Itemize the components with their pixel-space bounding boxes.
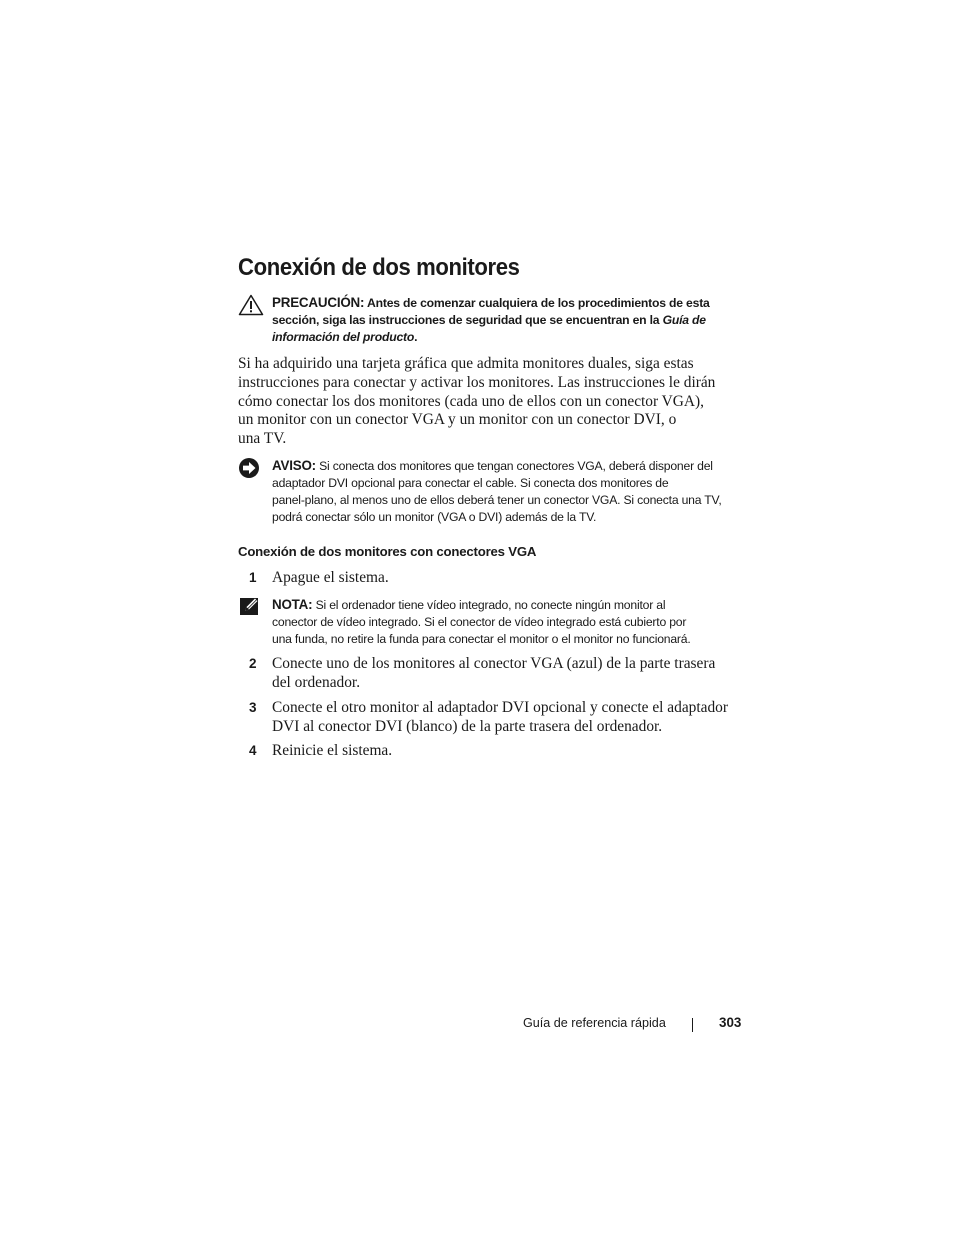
note-text: Si el ordenador tiene vídeo integrado, no conecte ningún monitor al	[312, 598, 666, 612]
note-box	[238, 596, 743, 648]
intro-line: cómo conectar los dos monitores (cada uno de ellos con un conector VGA),	[238, 392, 705, 410]
step-item	[238, 699, 743, 737]
notice-text: Si conecta dos monitores que tengan conectores VGA, deberá disponer del	[315, 459, 713, 473]
intro-line: un monitor con un conector VGA y un monitor con un conector DVI, o	[238, 411, 677, 429]
intro-line: una TV.	[238, 430, 287, 448]
step-text: Conecte el otro monitor al adaptador DVI opcional y conecte el adaptador	[272, 699, 728, 716]
step-number: 4	[249, 743, 257, 758]
intro-line: Si ha adquirido una tarjeta gráfica que admita monitores duales, siga estas	[238, 355, 694, 372]
note-text: conector de vídeo integrado. Si el conector de vídeo integrado está cubierto por	[272, 615, 687, 629]
notice-text: panel-plano, al menos uno de ellos deberá tener un conector VGA. Si conecta una TV,	[272, 493, 722, 507]
note-label: NOTA:	[272, 597, 313, 612]
step-text: Conecte uno de los monitores al conector VGA (azul) de la parte trasera	[272, 655, 716, 672]
notice-arrow-icon	[238, 457, 264, 479]
step-item	[238, 742, 743, 761]
intro-paragraph	[238, 355, 738, 449]
notice-text: adaptador DVI opcional para conectar el cable. Si conecta dos monitores de	[272, 476, 669, 490]
pencil-note-icon	[238, 596, 264, 618]
step-item	[238, 655, 743, 693]
section-subheading: Conexión de dos monitores con conectores VGA	[238, 544, 537, 559]
page-title: Conexión de dos monitores	[238, 254, 520, 281]
step-item	[238, 569, 743, 588]
caution-text: .	[414, 330, 418, 344]
footer-guide-title: Guía de referencia rápida	[523, 1016, 666, 1030]
step-number: 1	[249, 570, 257, 585]
intro-line: instrucciones para conectar y activar los monitores. Las instrucciones le dirán	[238, 373, 716, 391]
step-text: Reinicie el sistema.	[272, 742, 393, 759]
caution-label: PRECAUCIÓN:	[272, 295, 365, 310]
caution-text: Antes de comenzar cualquiera de los procedimientos de esta	[364, 296, 710, 310]
page-number: 303	[719, 1015, 742, 1030]
step-number: 2	[249, 656, 257, 671]
note-text: una funda, no retire la funda para conectar el monitor o el monitor no funcionará.	[272, 632, 691, 646]
caution-text: sección, siga las instrucciones de seguridad que se encuentran en la	[272, 313, 663, 327]
footer-divider	[692, 1018, 693, 1032]
step-text: Apague el sistema.	[272, 569, 389, 586]
caution-notice	[238, 294, 743, 346]
step-text: del ordenador.	[272, 673, 361, 691]
notice-box	[238, 457, 743, 526]
warning-triangle-icon	[238, 294, 264, 316]
caution-guide-reference: información del producto	[272, 330, 415, 344]
step-number: 3	[249, 700, 257, 715]
notice-text: podrá conectar sólo un monitor (VGA o DVI) además de la TV.	[272, 510, 597, 524]
caution-guide-reference: Guía de	[662, 313, 706, 327]
step-text: DVI al conector DVI (blanco) de la parte trasera del ordenador.	[272, 717, 663, 735]
notice-label: AVISO:	[272, 458, 316, 473]
